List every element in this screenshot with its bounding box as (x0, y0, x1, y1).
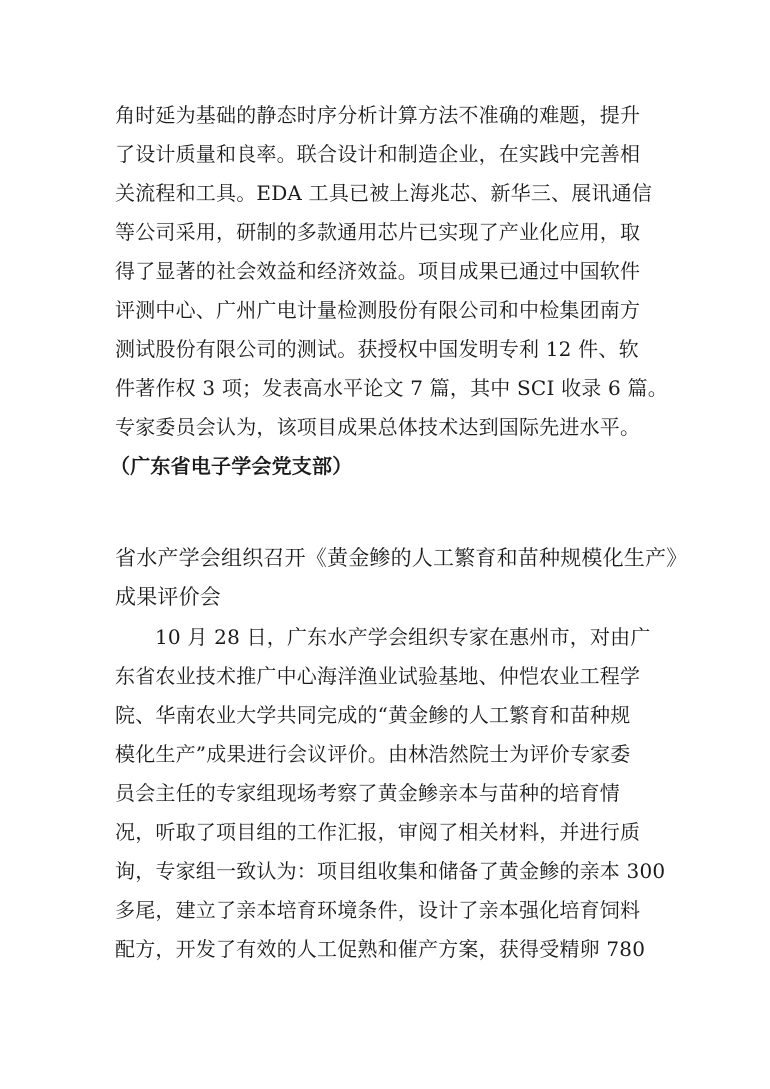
paragraph-line: 专家委员会认为，该项目成果总体技术达到国际先进水平。 (115, 415, 641, 439)
paragraph-line: 询，专家组一致认为：项目组收集和储备了黄金鲹的亲本 300 (115, 859, 666, 883)
source-attribution: （广东省电子学会党支部） (110, 454, 353, 478)
paragraph-line: 件著作权 3 项；发表高水平论文 7 篇，其中 SCI 收录 6 篇。 (115, 376, 668, 400)
paragraph-line: 况，听取了项目组的工作汇报，审阅了相关材料，并进行质 (115, 820, 641, 844)
paragraph-line: 关流程和工具。EDA 工具已被上海兆芯、新华三、展讯通信 (115, 181, 653, 205)
article-title-line: 省水产学会组织召开《黄金鲹的人工繁育和苗种规模化生产》 (115, 546, 688, 570)
paragraph-line: 角时延为基础的静态时序分析计算方法不准确的难题，提升 (115, 103, 641, 127)
paragraph-line: 得了显著的社会效益和经济效益。项目成果已通过中国软件 (115, 259, 641, 283)
paragraph-line: 配方，开发了有效的人工促熟和催产方案，获得受精卵 780 (115, 937, 646, 961)
paragraph-line: 等公司采用，研制的多款通用芯片已实现了产业化应用，取 (115, 220, 641, 244)
paragraph-line: 模化生产”成果进行会议评价。由林浩然院士为评价专家委 (115, 742, 631, 766)
paragraph-line: 员会主任的专家组现场考察了黄金鲹亲本与苗种的培育情 (115, 781, 620, 805)
paragraph-line: 多尾，建立了亲本培育环境条件，设计了亲本强化培育饲料 (115, 898, 641, 922)
paragraph-line: 10 月 28 日，广东水产学会组织专家在惠州市，对由广 (155, 625, 651, 649)
paragraph-line: 测试股份有限公司的测试。获授权中国发明专利 12 件、软 (115, 337, 639, 361)
paragraph-line: 东省农业技术推广中心海洋渔业试验基地、仲恺农业工程学 (115, 664, 641, 688)
paragraph-line: 院、华南农业大学共同完成的“黄金鲹的人工繁育和苗种规 (115, 703, 631, 727)
article-title-line: 成果评价会 (115, 585, 221, 609)
paragraph-line: 了设计质量和良率。联合设计和制造企业，在实践中完善相 (115, 142, 641, 166)
paragraph-line: 评测中心、广州广电计量检测股份有限公司和中检集团南方 (115, 298, 641, 322)
